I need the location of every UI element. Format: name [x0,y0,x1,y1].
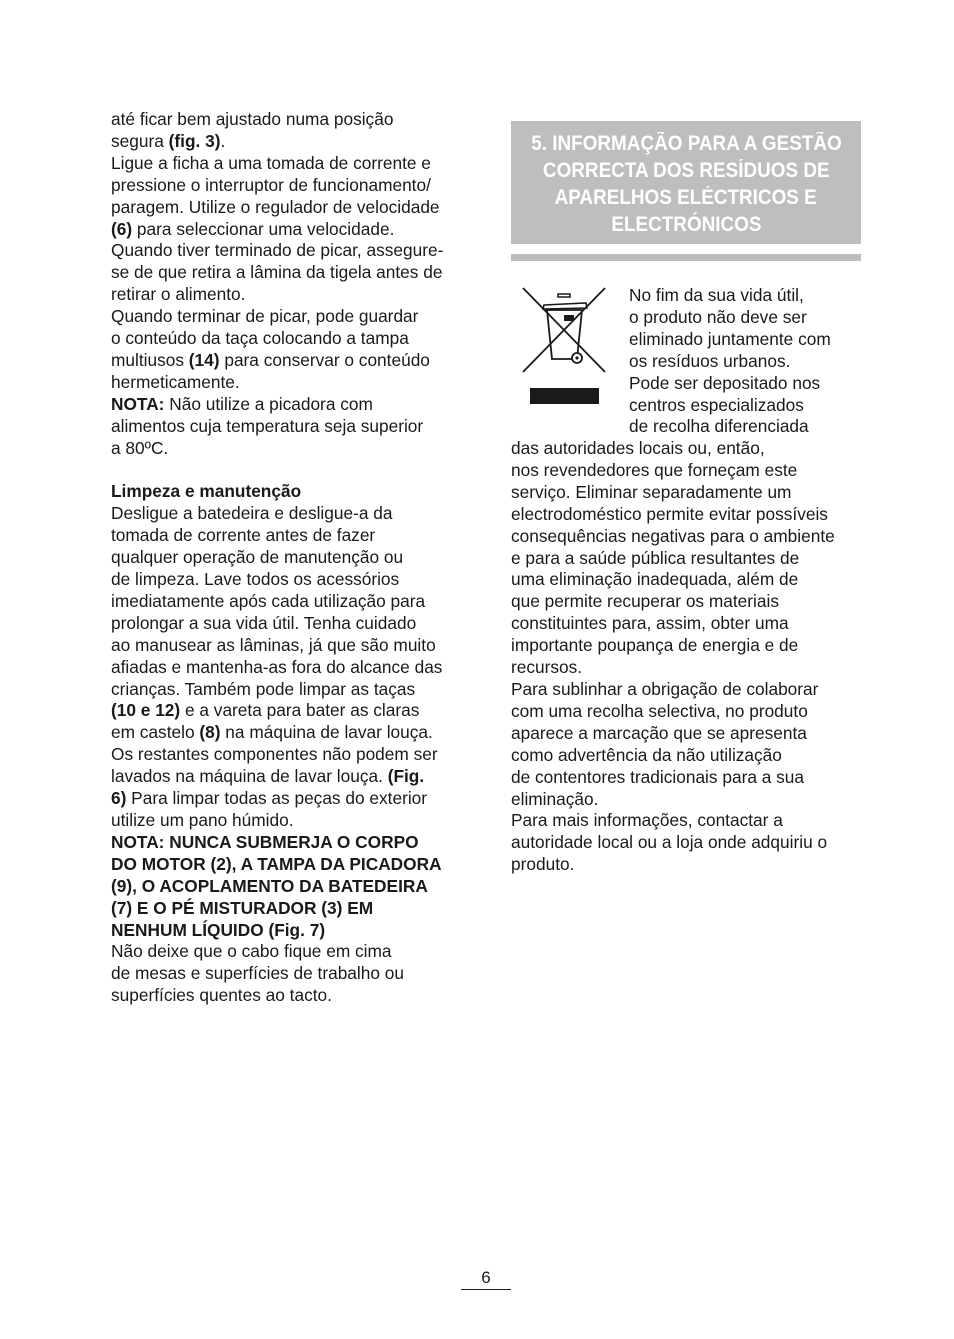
text-line [111,547,463,569]
crossed-out-wheelie-bin-icon [520,285,608,407]
text-line: os resíduos urbanos. [629,350,791,371]
text-run: na máquina de lavar louça. [220,722,433,743]
text-line [111,700,463,722]
bold-run: (6) [111,218,133,239]
text-line [111,525,463,547]
text-line [111,810,463,832]
text-run: utilize um pano húmido. [111,809,294,830]
text-run: para conservar o conteúdo [219,349,430,370]
text-run: multiusos [111,349,189,370]
text-line [111,591,463,613]
text-line [111,416,463,438]
bold-run: NOTA: [111,393,165,414]
text-run: Não deixe que o cabo fique em cima [111,941,392,962]
text-line [111,503,463,525]
text-line: Pode ser depositado nos [629,372,821,393]
text-line: electrodoméstico permite evitar possíveis [511,503,828,524]
heading-line: CORRECTA DOS RESÍDUOS DE [542,158,830,182]
bold-run: (fig. 3) [168,130,221,151]
text-line: eliminado juntamente com [629,328,831,349]
text-run: Quando tiver terminado de picar, assegure- [111,240,444,261]
text-line: das autoridades locais ou, então, [511,438,765,458]
bold-run: (Fig. [387,766,425,787]
text-run: tomada de corrente antes de fazer [111,525,376,546]
text-line [111,372,463,394]
bold-run: (10 e 12) [111,700,181,721]
text-run: crianças. Também pode limpar as taças [111,678,416,699]
text-line [111,306,463,328]
text-line: centros especializados [629,394,804,415]
text-line [111,328,463,350]
text-run: a 80ºC. [111,437,169,458]
text-line [111,394,463,416]
weee-text-beside-icon [629,285,859,438]
text-run: e a vareta para bater as claras [180,700,420,721]
text-run: . [220,130,226,151]
text-run: hermeticamente. [111,371,240,392]
text-run: em castelo [111,722,200,743]
text-line [111,963,463,985]
weee-section-heading [511,121,861,244]
weee-text-body [511,438,857,876]
text-line: autoridade local ou a loja onde adquiriu o [511,832,828,853]
text-run: afiadas e mantenha-as fora do alcance das [111,656,443,677]
text-line: constituintes para, assim, obter uma [511,613,789,634]
bold-run: (14) [188,349,220,370]
text-run: se de que retira a lâmina da tigela antes de [111,262,443,283]
text-line: No fim da sua vida útil, [629,285,804,305]
bold-run: (8) [199,722,221,743]
text-line: de recolha diferenciada [629,416,809,437]
text-line [111,481,463,503]
text-line [111,854,463,876]
text-line [111,985,463,1007]
page-number: 6 [461,1268,511,1290]
text-line [111,197,463,219]
text-line [111,175,463,197]
text-run: segura [111,130,169,151]
text-line [111,219,463,241]
text-line [111,832,463,854]
section-divider [511,254,861,261]
bold-run: NENHUM LÍQUIDO (Fig. 7) [111,919,326,940]
text-line [111,920,463,942]
text-run: Para limpar todas as peças do exterior [126,788,428,809]
text-line [111,679,463,701]
text-line: recursos. [511,657,583,678]
text-line [111,262,463,284]
text-run: Desligue a batedeira e desligue-a da [111,503,393,524]
text-line [111,284,463,306]
text-run: para seleccionar uma velocidade. [132,218,395,239]
text-line: consequências negativas para o ambiente [511,525,835,546]
bold-run: NOTA: NUNCA SUBMERJA O CORPO [111,831,419,852]
text-run: ao manusear as lâminas, já que são muito [111,634,436,655]
text-run: de limpeza. Lave todos os acessórios [111,569,400,590]
text-line [111,941,463,963]
text-line: com uma recolha selectiva, no produto [511,700,808,721]
text-run: pressione o interruptor de funcionamento/ [111,174,431,195]
text-run: imediatamente após cada utilização para [111,590,426,611]
text-line [111,744,463,766]
text-line: eliminação. [511,788,599,809]
text-line [111,569,463,591]
text-run: o conteúdo da taça colocando a tampa [111,328,409,349]
text-line: produto. [511,854,575,875]
text-line [111,635,463,657]
text-line: importante poupança de energia e de [511,635,799,656]
text-line: Para mais informações, contactar a [511,810,783,831]
text-line [111,898,463,920]
text-run: de mesas e superfícies de trabalho ou [111,963,404,984]
text-line: o produto não deve ser [629,306,807,327]
bold-run: 6) [111,788,127,809]
text-line: serviço. Eliminar separadamente um [511,481,792,502]
text-run: até ficar bem ajustado numa posição [111,109,394,129]
text-run: superfícies quentes ao tacto. [111,985,332,1006]
text-run: alimentos cuja temperatura seja superior [111,415,424,436]
text-line [111,438,463,460]
text-run: retirar o alimento. [111,284,246,305]
text-run: paragem. Utilize o regulador de velocidade [111,196,440,217]
text-line [111,613,463,635]
heading-line: ELECTRÓNICOS [610,212,762,236]
text-line: como advertência da não utilização [511,744,782,765]
bold-run: DO MOTOR (2), A TAMPA DA PICADORA [111,853,442,874]
text-line [111,722,463,744]
text-line: Para sublinhar a obrigação de colaborar [511,678,819,699]
text-run: qualquer operação de manutenção ou [111,547,404,568]
heading-line: 5. INFORMAÇÃO PARA A GESTÃO [530,131,842,155]
text-line [111,240,463,262]
text-line [111,876,463,898]
bold-run: Limpeza e manutenção [111,481,302,502]
text-run: Ligue a ficha a uma tomada de corrente e [111,152,431,173]
text-run: Os restantes componentes não podem ser [111,744,438,765]
text-line [111,109,463,131]
text-line [111,350,463,372]
text-line: que permite recuperar os materiais [511,591,779,612]
bold-run: (7) E O PÉ MISTURADOR (3) EM [111,897,374,918]
heading-line: APARELHOS ELÉCTRICOS E [554,185,818,209]
text-line: e para a saúde pública resultantes de [511,547,800,568]
text-run: lavados na máquina de lavar louça. [111,766,388,787]
text-run: prolongar a sua vida útil. Tenha cuidado [111,612,417,633]
text-line [111,153,463,175]
text-line: aparece a marcação que se apresenta [511,722,807,743]
text-run: Quando terminar de picar, pode guardar [111,306,419,327]
text-line: nos revendedores que forneçam este [511,459,798,480]
left-column [111,109,463,1007]
text-line [111,657,463,679]
text-run: Não utilize a picadora com [164,393,373,414]
text-line [111,131,463,153]
text-line [111,766,463,788]
paragraph-gap [111,460,463,482]
bold-run: (9), O ACOPLAMENTO DA BATEDEIRA [111,875,428,896]
text-line: uma eliminação inadequada, além de [511,569,799,590]
text-line [111,788,463,810]
text-line: de contentores tradicionais para a sua [511,766,805,787]
